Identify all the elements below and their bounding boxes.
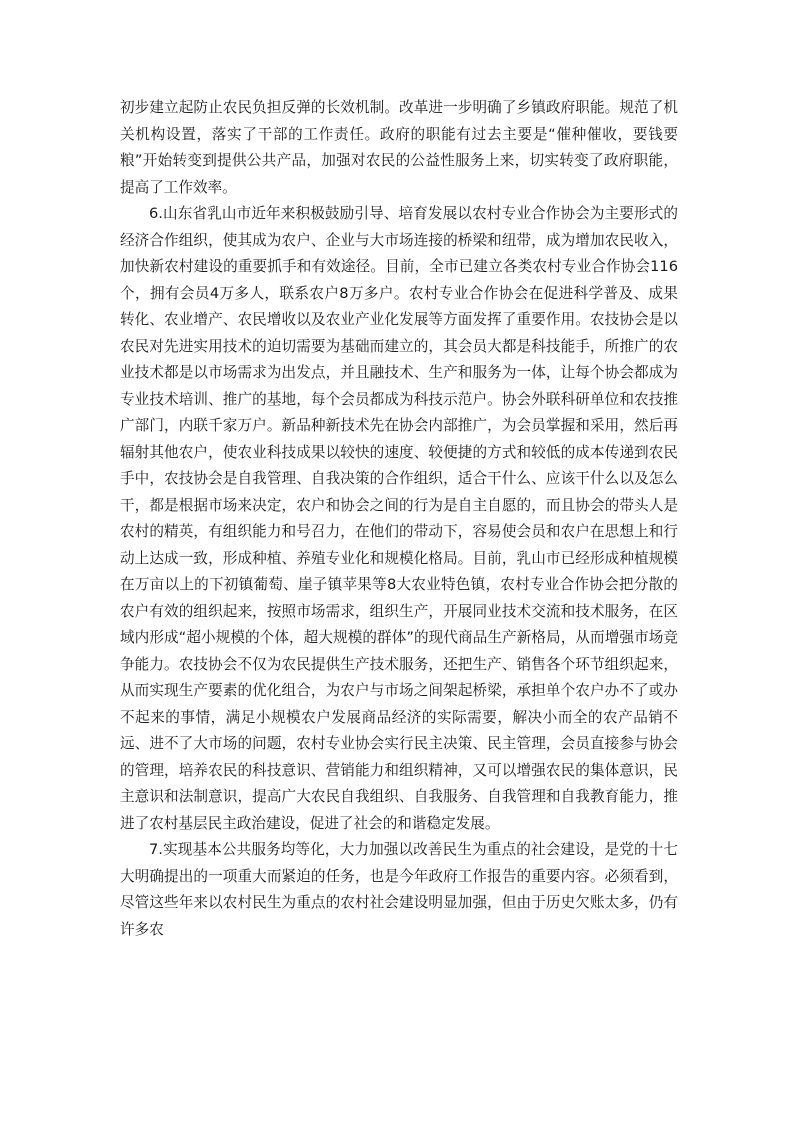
- paragraph-item-6: 6.山东省乳山市近年来积极鼓励引导、培育发展以农村专业合作协会为主要形式的经济合作组织，使其成为农户、企业与大市场连接的桥梁和纽带，成为增加农民收入，加快新农村建设的重要抓手和有效途径。目前，全市已建立各类农村专业合作协会116个，拥有会员4万多人，联系农户8万多户。农村专业合作协会在促进科学普及、成果转化、农业增产、农民增收以及农业产业化发展等方面发挥了重要作用。农技协会是以农民对先进实用技术的迫切需要为基础而建立的，其会员大都是科技能手，所推广的农业技术都是以市场需求为出发点，并且融技术、生产和服务为一体，让每个协会都成为专业技术培训、推广的基地，每个会员都成为科技示范户。协会外联科研单位和农技推广部门，内联千家万户。新品种新技术先在协会内部推广，为会员掌握和采用，然后再辐射其他农户，使农业科技成果以较快的速度、较便捷的方式和较低的成本传递到农民手中，农技协会是自我管理、自我决策的合作组织，适合干什么、应该干什么以及怎么干，都是根据市场来决定，农户和协会之间的行为是自主自愿的，而且协会的带头人是农村的精英，有组织能力和号召力，在他们的带动下，容易使会员和农户在思想上和行动上达成一致，形成种植、养殖专业化和规模化格局。目前，乳山市已经形成种植规模在万亩以上的下初镇葡萄、崖子镇苹果等8大农业特色镇，农村专业合作协会把分散的农户有效的组织起来，按照市场需求，组织生产，开展同业技术交流和技术服务，在区域内形成“超小规模的个体，超大规模的群体”的现代商品生产新格局，从而增强市场竞争能力。农技协会不仅为农民提供生产技术服务，还把生产、销售各个环节组织起来，从而实现生产要素的优化组合，为农户与市场之间架起桥梁，承担单个农户办不了或办不起来的事情，满足小规模农户发展商品经济的实际需要，解决小而全的农产品销不远、进不了大市场的问题，农村专业协会实行民主决策、民主管理，会员直接参与协会的管理，培养农民的科技意识、营销能力和组织精神，又可以增强农民的集体意识，民主意识和法制意识，提高广大农民自我组织、自我服务、自我管理和自我教育能力，推进了农村基层民主政治建设，促进了社会的和谐稳定发展。: [120, 205, 678, 832]
- paragraph-continuation: 初步建立起防止农民负担反弹的长效机制。改革进一步明确了乡镇政府职能。规范了机关机构设置，落实了干部的工作责任。政府的职能有过去主要是“催种催收，要钱要粮”开始转变到提供公共产品，加强对农民的公益性服务上来，切实转变了政府职能，提高了工作效率。: [120, 99, 678, 196]
- paragraph-item-7: 7.实现基本公共服务均等化，大力加强以改善民生为重点的社会建设，是党的十七大明确提出的一项重大而紧迫的任务，也是今年政府工作报告的重要内容。必须看到，尽管这些年来以农村民生为重点的农村社会建设明显加强，但由于历史欠账太多，仍有许多农: [120, 841, 678, 938]
- document-page: [120, 95, 678, 943]
